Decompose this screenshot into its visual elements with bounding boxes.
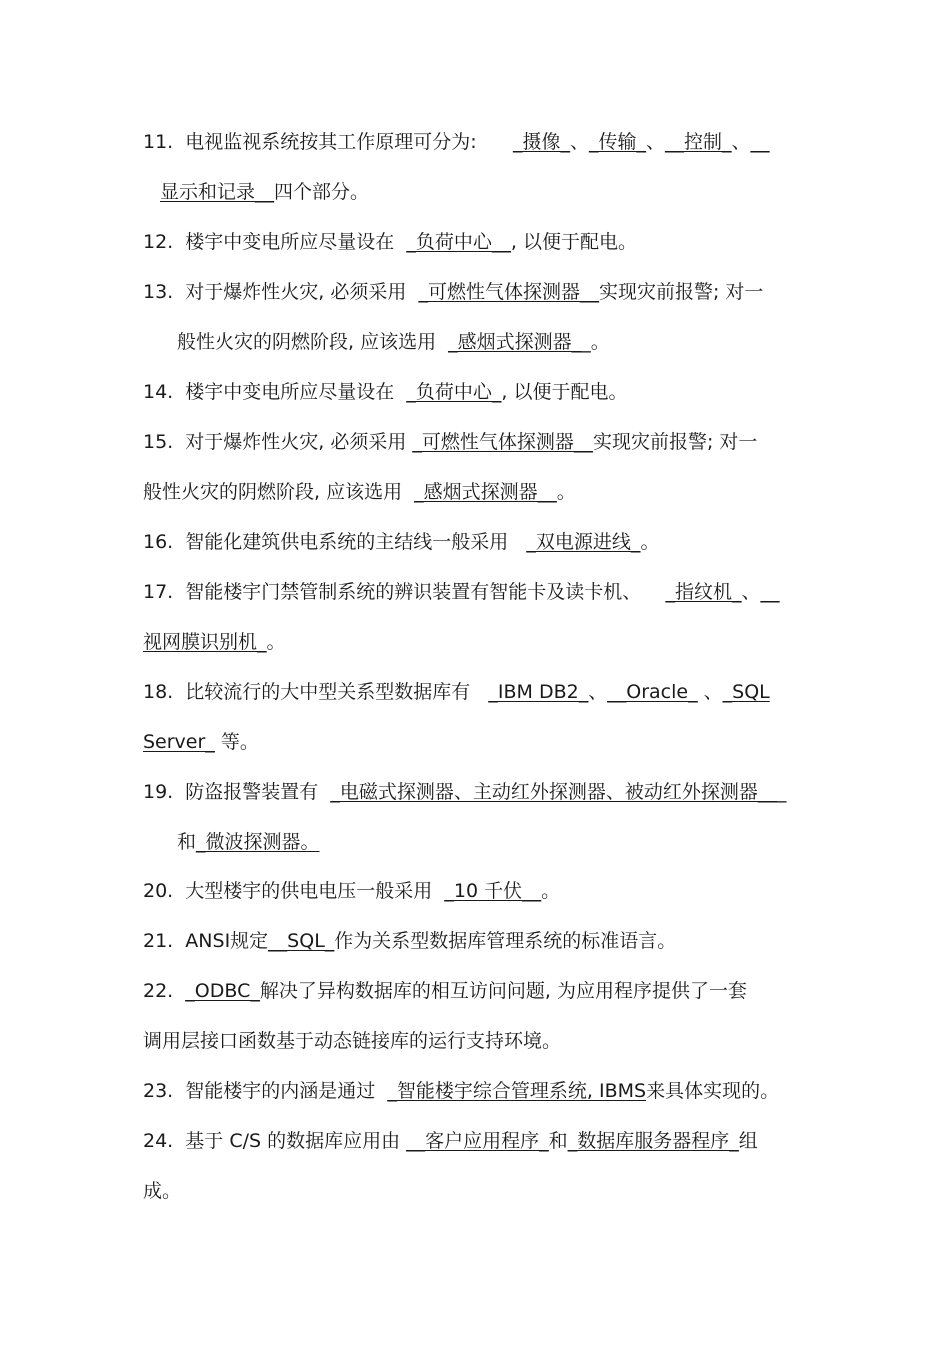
- question-text: 等。: [214, 731, 259, 753]
- question-text: 实现灾前报警; 对一: [592, 431, 758, 453]
- question-text: 调用层接口函数基于动态链接库的运行支持环境。: [143, 1030, 562, 1052]
- question-text: 24. 基于 C/S 的数据库应用由: [143, 1130, 407, 1152]
- question-text: 19. 防盗报警装置有: [143, 781, 331, 803]
- question-11-line-1: [143, 130, 770, 154]
- question-12: [143, 230, 637, 254]
- question-text: 16. 智能化建筑供电系统的主结线一般采用: [143, 531, 527, 553]
- question-15-line-2: [143, 480, 576, 504]
- answer-blank: __: [750, 131, 770, 153]
- question-text: 23. 智能楼宇的内涵是通过: [143, 1080, 388, 1102]
- answer-blank: _双电源进线_: [526, 531, 641, 553]
- question-20: [143, 879, 560, 903]
- question-19-line-2: [177, 830, 320, 854]
- answer-blank: _SQL: [722, 681, 770, 703]
- question-text: 成。: [143, 1180, 182, 1202]
- question-text: , 以便于配电。: [510, 231, 637, 253]
- question-text: 。: [640, 531, 660, 553]
- question-text: 实现灾前报警; 对一: [598, 281, 764, 303]
- answer-blank: _指纹机_: [665, 581, 742, 603]
- question-14: [143, 380, 628, 404]
- answer-blank: 视网膜识别机_: [143, 631, 267, 653]
- question-18-line-2: [143, 730, 259, 754]
- question-13-line-1: [143, 280, 763, 304]
- question-text: 20. 大型楼宇的供电电压一般采用: [143, 880, 445, 902]
- question-15-line-1: [143, 430, 757, 454]
- question-21: [143, 929, 676, 953]
- answer-blank: __Oracle_: [607, 681, 698, 703]
- question-text: 15. 对于爆炸性火灾, 必须采用: [143, 431, 413, 453]
- question-text: 般性火灾的阴燃阶段, 应该选用: [177, 331, 449, 353]
- question-text: 。: [266, 631, 286, 653]
- question-text: 四个部分。: [274, 181, 370, 203]
- question-text: , 以便于配电。: [501, 381, 628, 403]
- question-text: 。: [541, 880, 561, 902]
- question-text: 、: [741, 581, 761, 603]
- question-19-line-1: [143, 780, 786, 804]
- question-text: 21. ANSI规定: [143, 930, 269, 952]
- question-18-line-1: [143, 680, 770, 704]
- answer-blank: _摄像_: [512, 131, 570, 153]
- question-text: 组: [738, 1130, 758, 1152]
- question-text: 。: [556, 481, 576, 503]
- question-11-line-2: [160, 180, 369, 204]
- answer-blank: _负荷中心_: [406, 381, 502, 403]
- answer-blank: _ODBC_: [185, 980, 260, 1002]
- question-24-line-1: [143, 1129, 758, 1153]
- question-text: _。: [581, 331, 610, 353]
- question-text: 、: [569, 131, 589, 153]
- question-text: 、: [588, 681, 608, 703]
- question-text: 12. 楼宇中变电所应尽量设在: [143, 231, 407, 253]
- question-13-line-2: [177, 330, 610, 354]
- question-text: 作为关系型数据库管理系统的标准语言。: [334, 930, 677, 952]
- answer-blank: _负荷中心__: [406, 231, 511, 253]
- answer-blank: _可燃性气体探测器__: [412, 431, 593, 453]
- answer-blank: __: [760, 581, 780, 603]
- question-17-line-1: [143, 580, 780, 604]
- question-16: [143, 530, 659, 554]
- question-text: 来具体实现的。: [646, 1080, 780, 1102]
- answer-blank: _感烟式探测器_: [448, 331, 582, 353]
- question-text: 、: [697, 681, 723, 703]
- question-text: 、: [645, 131, 665, 153]
- question-22-line-2: [143, 1029, 561, 1053]
- question-24-line-2: [143, 1179, 181, 1203]
- question-text: 般性火灾的阴燃阶段, 应该选用: [143, 481, 415, 503]
- question-17-line-2: [143, 630, 286, 654]
- question-text: 18. 比较流行的大中型关系型数据库有: [143, 681, 489, 703]
- answer-blank: _IBM DB2_: [488, 681, 589, 703]
- answer-blank: _微波探测器。: [196, 831, 320, 853]
- answer-blank: __客户应用程序_: [406, 1130, 549, 1152]
- question-text: _: [776, 781, 787, 803]
- answer-blank: _传输_: [588, 131, 646, 153]
- answer-blank: _电磁式探测器、主动红外探测器、被动红外探测器__: [330, 781, 777, 803]
- answer-blank: 显示和记录__: [160, 181, 275, 203]
- question-text: 14. 楼宇中变电所应尽量设在: [143, 381, 407, 403]
- answer-blank: __控制_: [665, 131, 732, 153]
- answer-blank: _可燃性气体探测器__: [418, 281, 599, 303]
- question-text: 13. 对于爆炸性火灾, 必须采用: [143, 281, 419, 303]
- answer-blank: __SQL_: [268, 930, 335, 952]
- question-22-line-1: [143, 979, 747, 1003]
- question-text: 22.: [143, 980, 186, 1002]
- question-text: 和: [177, 831, 197, 853]
- question-text: 、: [731, 131, 751, 153]
- question-text: 11. 电视监视系统按其工作原理可分为:: [143, 131, 513, 153]
- question-text: 和: [548, 1130, 568, 1152]
- answer-blank: _智能楼宇综合管理系统, IBMS: [387, 1080, 647, 1102]
- answer-blank: _感烟式探测器__: [414, 481, 557, 503]
- answer-blank: Server_: [143, 731, 215, 753]
- question-text: 17. 智能楼宇门禁管制系统的辨识装置有智能卡及读卡机、: [143, 581, 666, 603]
- answer-blank: _10 千伏__: [444, 880, 542, 902]
- question-23: [143, 1079, 779, 1103]
- answer-blank: _数据库服务器程序_: [567, 1130, 739, 1152]
- question-text: 解决了异构数据库的相互访问问题, 为应用程序提供了一套: [259, 980, 747, 1002]
